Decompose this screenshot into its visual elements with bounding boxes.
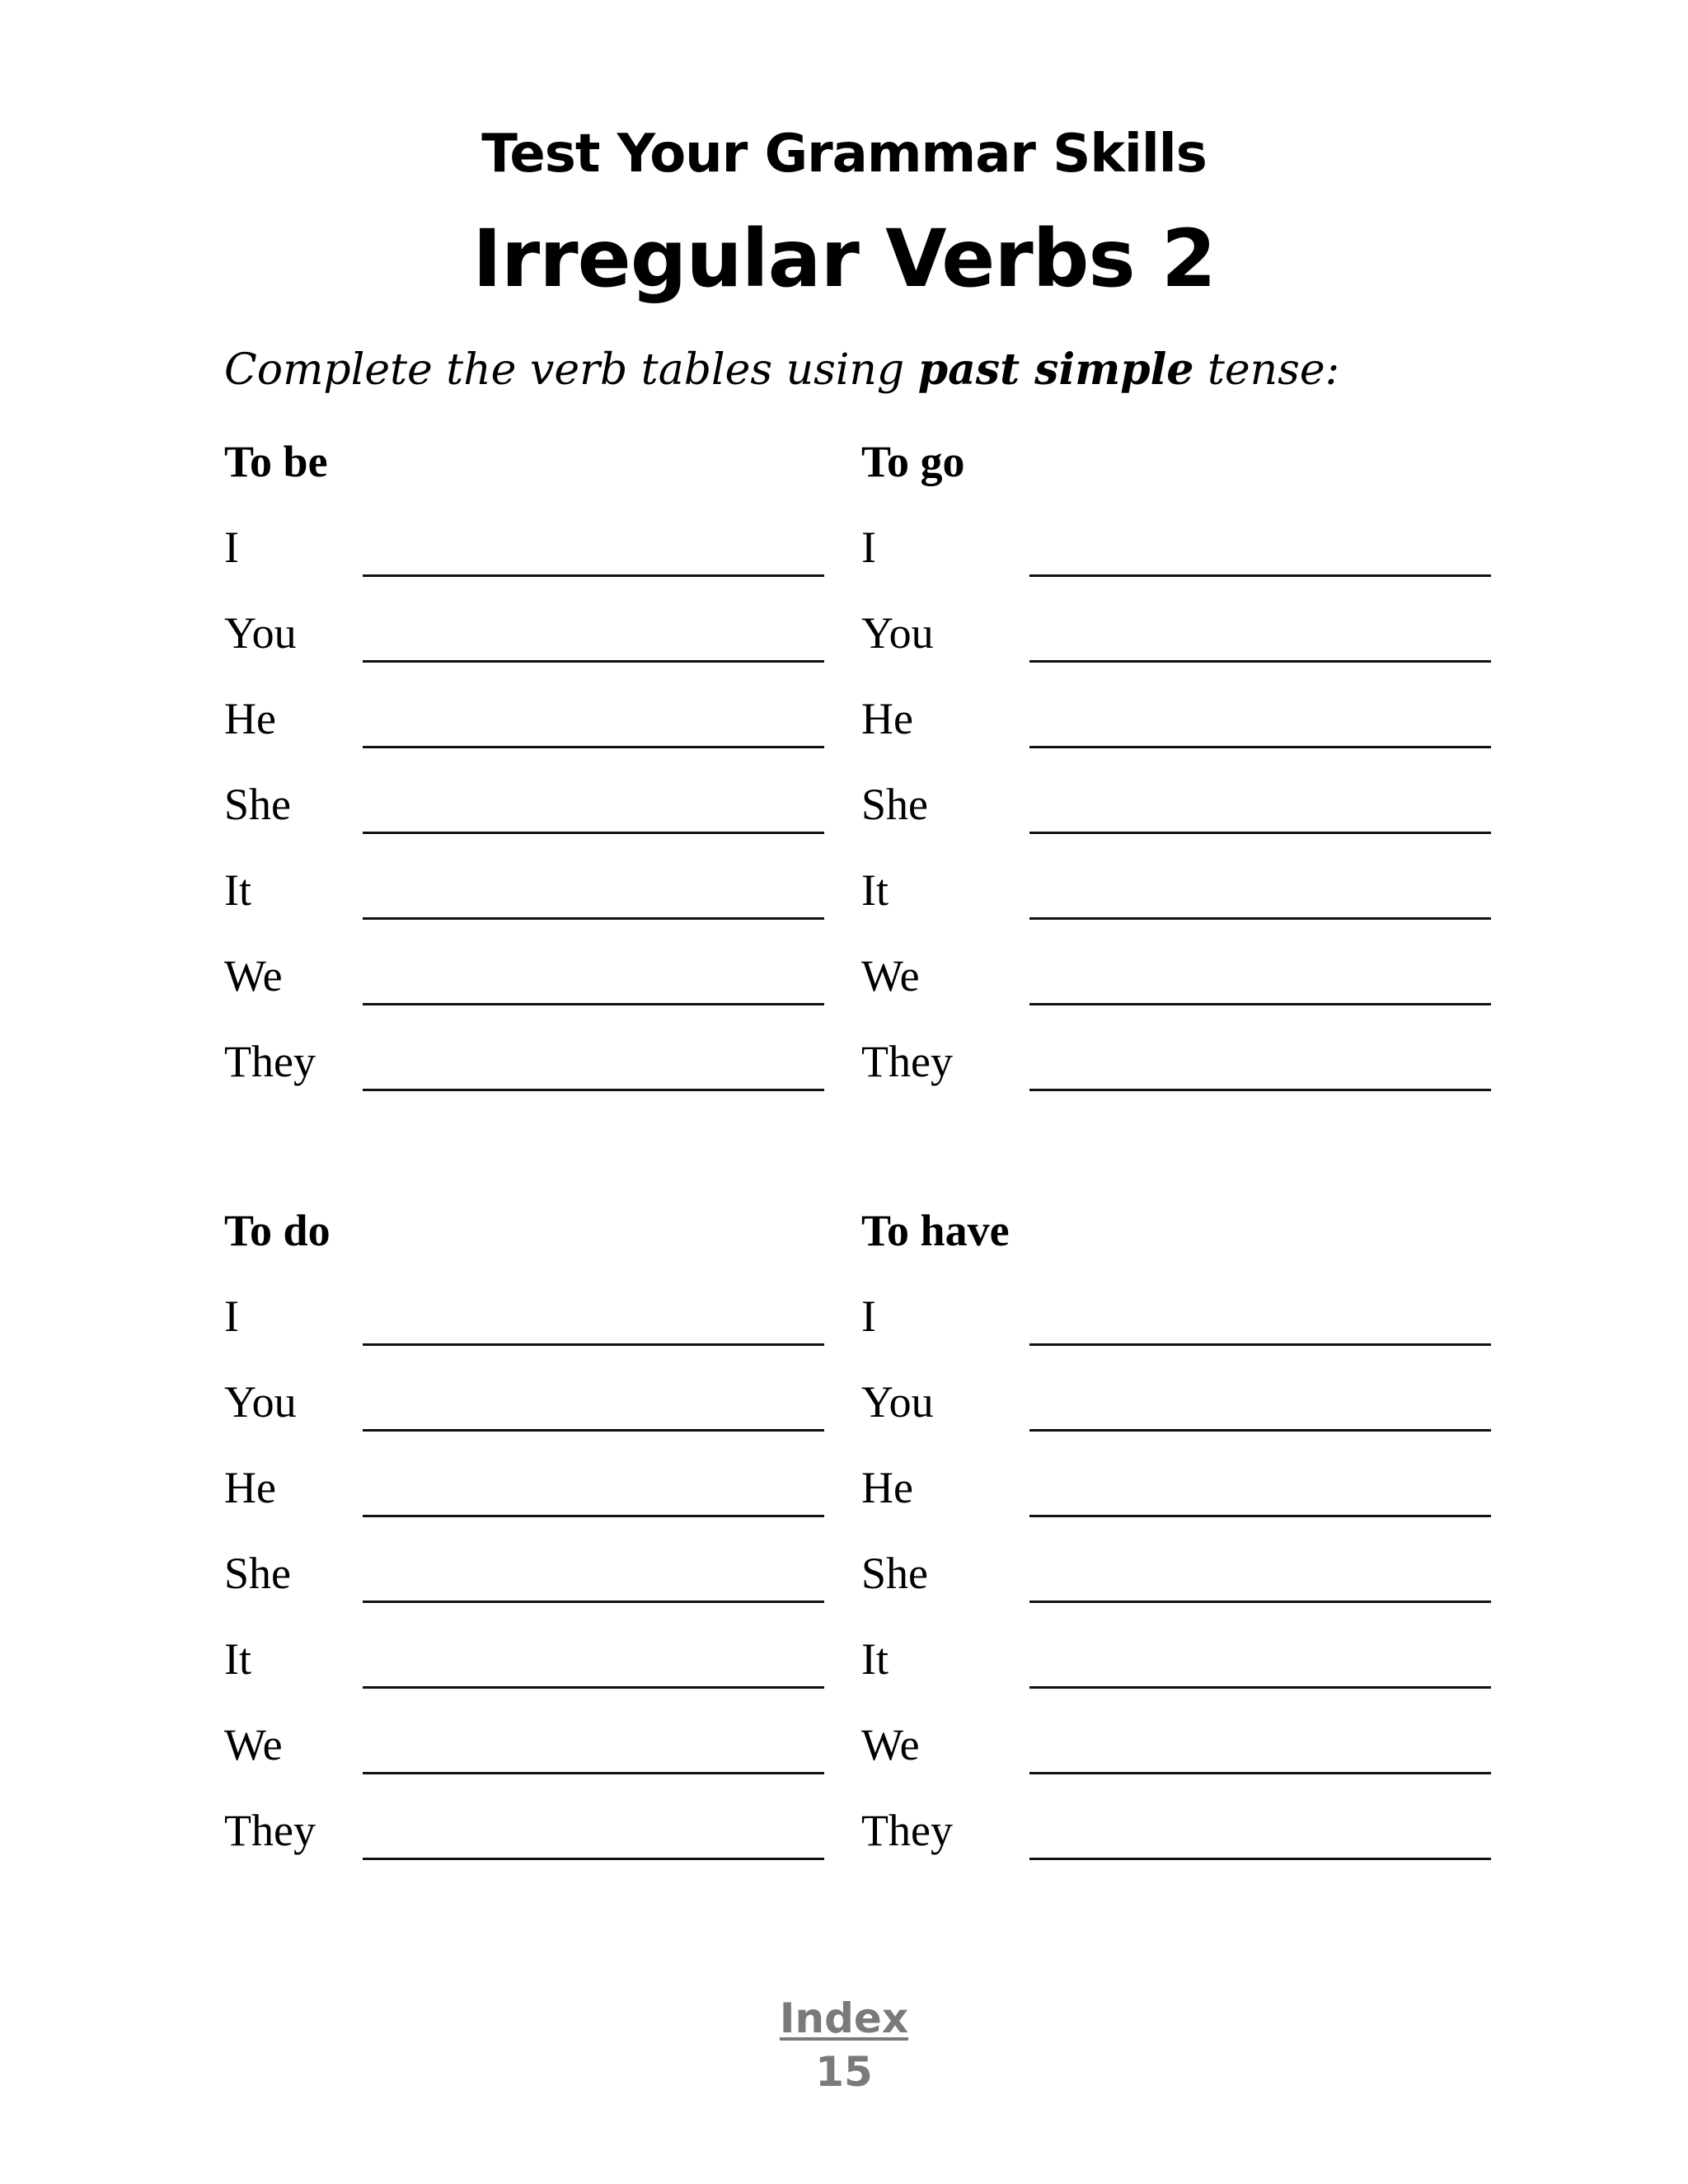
verb-table-row bbox=[861, 947, 1537, 1033]
pronoun-label: We bbox=[861, 1720, 920, 1769]
answer-blank-line[interactable] bbox=[1029, 1429, 1491, 1432]
verb-table-heading: To do bbox=[224, 1206, 331, 1255]
pronoun-label: He bbox=[861, 1463, 913, 1512]
verb-table-row bbox=[224, 518, 900, 604]
verb-table-row bbox=[861, 690, 1537, 776]
verb-table-row bbox=[224, 1459, 900, 1544]
verb-table-row bbox=[224, 604, 900, 690]
verb-table-heading: To be bbox=[224, 437, 328, 486]
answer-blank-line[interactable] bbox=[1029, 1515, 1491, 1517]
verb-table-row bbox=[861, 1287, 1537, 1373]
instruction-text bbox=[224, 344, 1339, 395]
answer-blank-line[interactable] bbox=[1029, 1601, 1491, 1603]
pronoun-label: I bbox=[224, 1291, 239, 1341]
answer-blank-line[interactable] bbox=[1029, 746, 1491, 748]
pronoun-label: It bbox=[224, 1634, 251, 1684]
pronoun-label: You bbox=[861, 1377, 934, 1427]
pronoun-label: I bbox=[224, 523, 239, 572]
pronoun-label: You bbox=[224, 1377, 297, 1427]
verb-table-row bbox=[861, 1033, 1537, 1118]
verb-table bbox=[861, 433, 1537, 1118]
instruction-before: Complete the verb tables using bbox=[224, 345, 918, 395]
answer-blank-line[interactable] bbox=[363, 917, 824, 920]
verb-table-row bbox=[861, 1802, 1537, 1887]
verb-table-row bbox=[224, 861, 900, 947]
answer-blank-line[interactable] bbox=[1029, 832, 1491, 834]
verb-table-row bbox=[861, 776, 1537, 861]
verb-table-row bbox=[224, 1373, 900, 1459]
verb-table-row bbox=[224, 776, 900, 861]
answer-blank-line[interactable] bbox=[1029, 1686, 1491, 1689]
verb-table-row bbox=[861, 1544, 1537, 1630]
pronoun-label: They bbox=[224, 1806, 316, 1855]
pronoun-label: He bbox=[224, 694, 276, 743]
verb-table-row bbox=[861, 604, 1537, 690]
pronoun-label: They bbox=[861, 1037, 953, 1086]
verb-table-row bbox=[861, 1716, 1537, 1802]
verb-table-row bbox=[861, 518, 1537, 604]
instruction-after: tense: bbox=[1193, 345, 1340, 395]
verb-table-row bbox=[224, 1287, 900, 1373]
verb-table bbox=[224, 433, 900, 1118]
verb-table bbox=[224, 1202, 900, 1887]
answer-blank-line[interactable] bbox=[363, 832, 824, 834]
verb-table-row bbox=[224, 1033, 900, 1118]
verb-table-row bbox=[224, 1630, 900, 1716]
verb-table-row bbox=[861, 1459, 1537, 1544]
answer-blank-line[interactable] bbox=[363, 1089, 824, 1091]
verb-table-row bbox=[224, 690, 900, 776]
answer-blank-line[interactable] bbox=[363, 1686, 824, 1689]
verb-table-row bbox=[861, 1373, 1537, 1459]
pronoun-label: They bbox=[224, 1037, 316, 1086]
answer-blank-line[interactable] bbox=[363, 660, 824, 663]
pronoun-label: He bbox=[224, 1463, 276, 1512]
answer-blank-line[interactable] bbox=[363, 1772, 824, 1774]
pronoun-label: It bbox=[861, 865, 889, 915]
answer-blank-line[interactable] bbox=[1029, 1858, 1491, 1860]
answer-blank-line[interactable] bbox=[1029, 1343, 1491, 1346]
pronoun-label: They bbox=[861, 1806, 953, 1855]
instruction-emphasis: past simple bbox=[917, 344, 1194, 395]
answer-blank-line[interactable] bbox=[363, 1601, 824, 1603]
index-link[interactable] bbox=[0, 1994, 1688, 2042]
pronoun-label: She bbox=[224, 780, 291, 829]
pronoun-label: It bbox=[861, 1634, 889, 1684]
verb-table-row bbox=[224, 1716, 900, 1802]
pronoun-label: She bbox=[861, 1549, 928, 1598]
answer-blank-line[interactable] bbox=[363, 1343, 824, 1346]
answer-blank-line[interactable] bbox=[1029, 660, 1491, 663]
pronoun-label: We bbox=[861, 951, 920, 1001]
verb-table-row bbox=[861, 861, 1537, 947]
answer-blank-line[interactable] bbox=[363, 1003, 824, 1005]
pronoun-label: You bbox=[224, 608, 297, 658]
answer-blank-line[interactable] bbox=[1029, 1089, 1491, 1091]
verb-table bbox=[861, 1202, 1537, 1887]
pronoun-label: I bbox=[861, 1291, 876, 1341]
pronoun-label: She bbox=[861, 780, 928, 829]
pronoun-label: It bbox=[224, 865, 251, 915]
verb-table-row bbox=[224, 947, 900, 1033]
answer-blank-line[interactable] bbox=[1029, 917, 1491, 920]
answer-blank-line[interactable] bbox=[1029, 1003, 1491, 1005]
answer-blank-line[interactable] bbox=[1029, 1772, 1491, 1774]
pronoun-label: We bbox=[224, 951, 283, 1001]
verb-table-row bbox=[224, 1802, 900, 1887]
pronoun-label: He bbox=[861, 694, 913, 743]
worksheet-title: Irregular Verbs 2 bbox=[472, 213, 1216, 305]
index-link-label[interactable]: Index bbox=[779, 1994, 909, 2042]
verb-table-row bbox=[224, 1544, 900, 1630]
answer-blank-line[interactable] bbox=[363, 746, 824, 748]
verb-table-heading: To go bbox=[861, 437, 965, 486]
answer-blank-line[interactable] bbox=[363, 1858, 824, 1860]
series-title: Test Your Grammar Skills bbox=[481, 124, 1207, 185]
pronoun-label: We bbox=[224, 1720, 283, 1769]
pronoun-label: You bbox=[861, 608, 934, 658]
verb-table-heading: To have bbox=[861, 1206, 1010, 1255]
verb-table-row bbox=[861, 1630, 1537, 1716]
page-number: 15 bbox=[815, 2048, 873, 2096]
answer-blank-line[interactable] bbox=[363, 1515, 824, 1517]
pronoun-label: She bbox=[224, 1549, 291, 1598]
answer-blank-line[interactable] bbox=[1029, 574, 1491, 577]
pronoun-label: I bbox=[861, 523, 876, 572]
answer-blank-line[interactable] bbox=[363, 1429, 824, 1432]
answer-blank-line[interactable] bbox=[363, 574, 824, 577]
